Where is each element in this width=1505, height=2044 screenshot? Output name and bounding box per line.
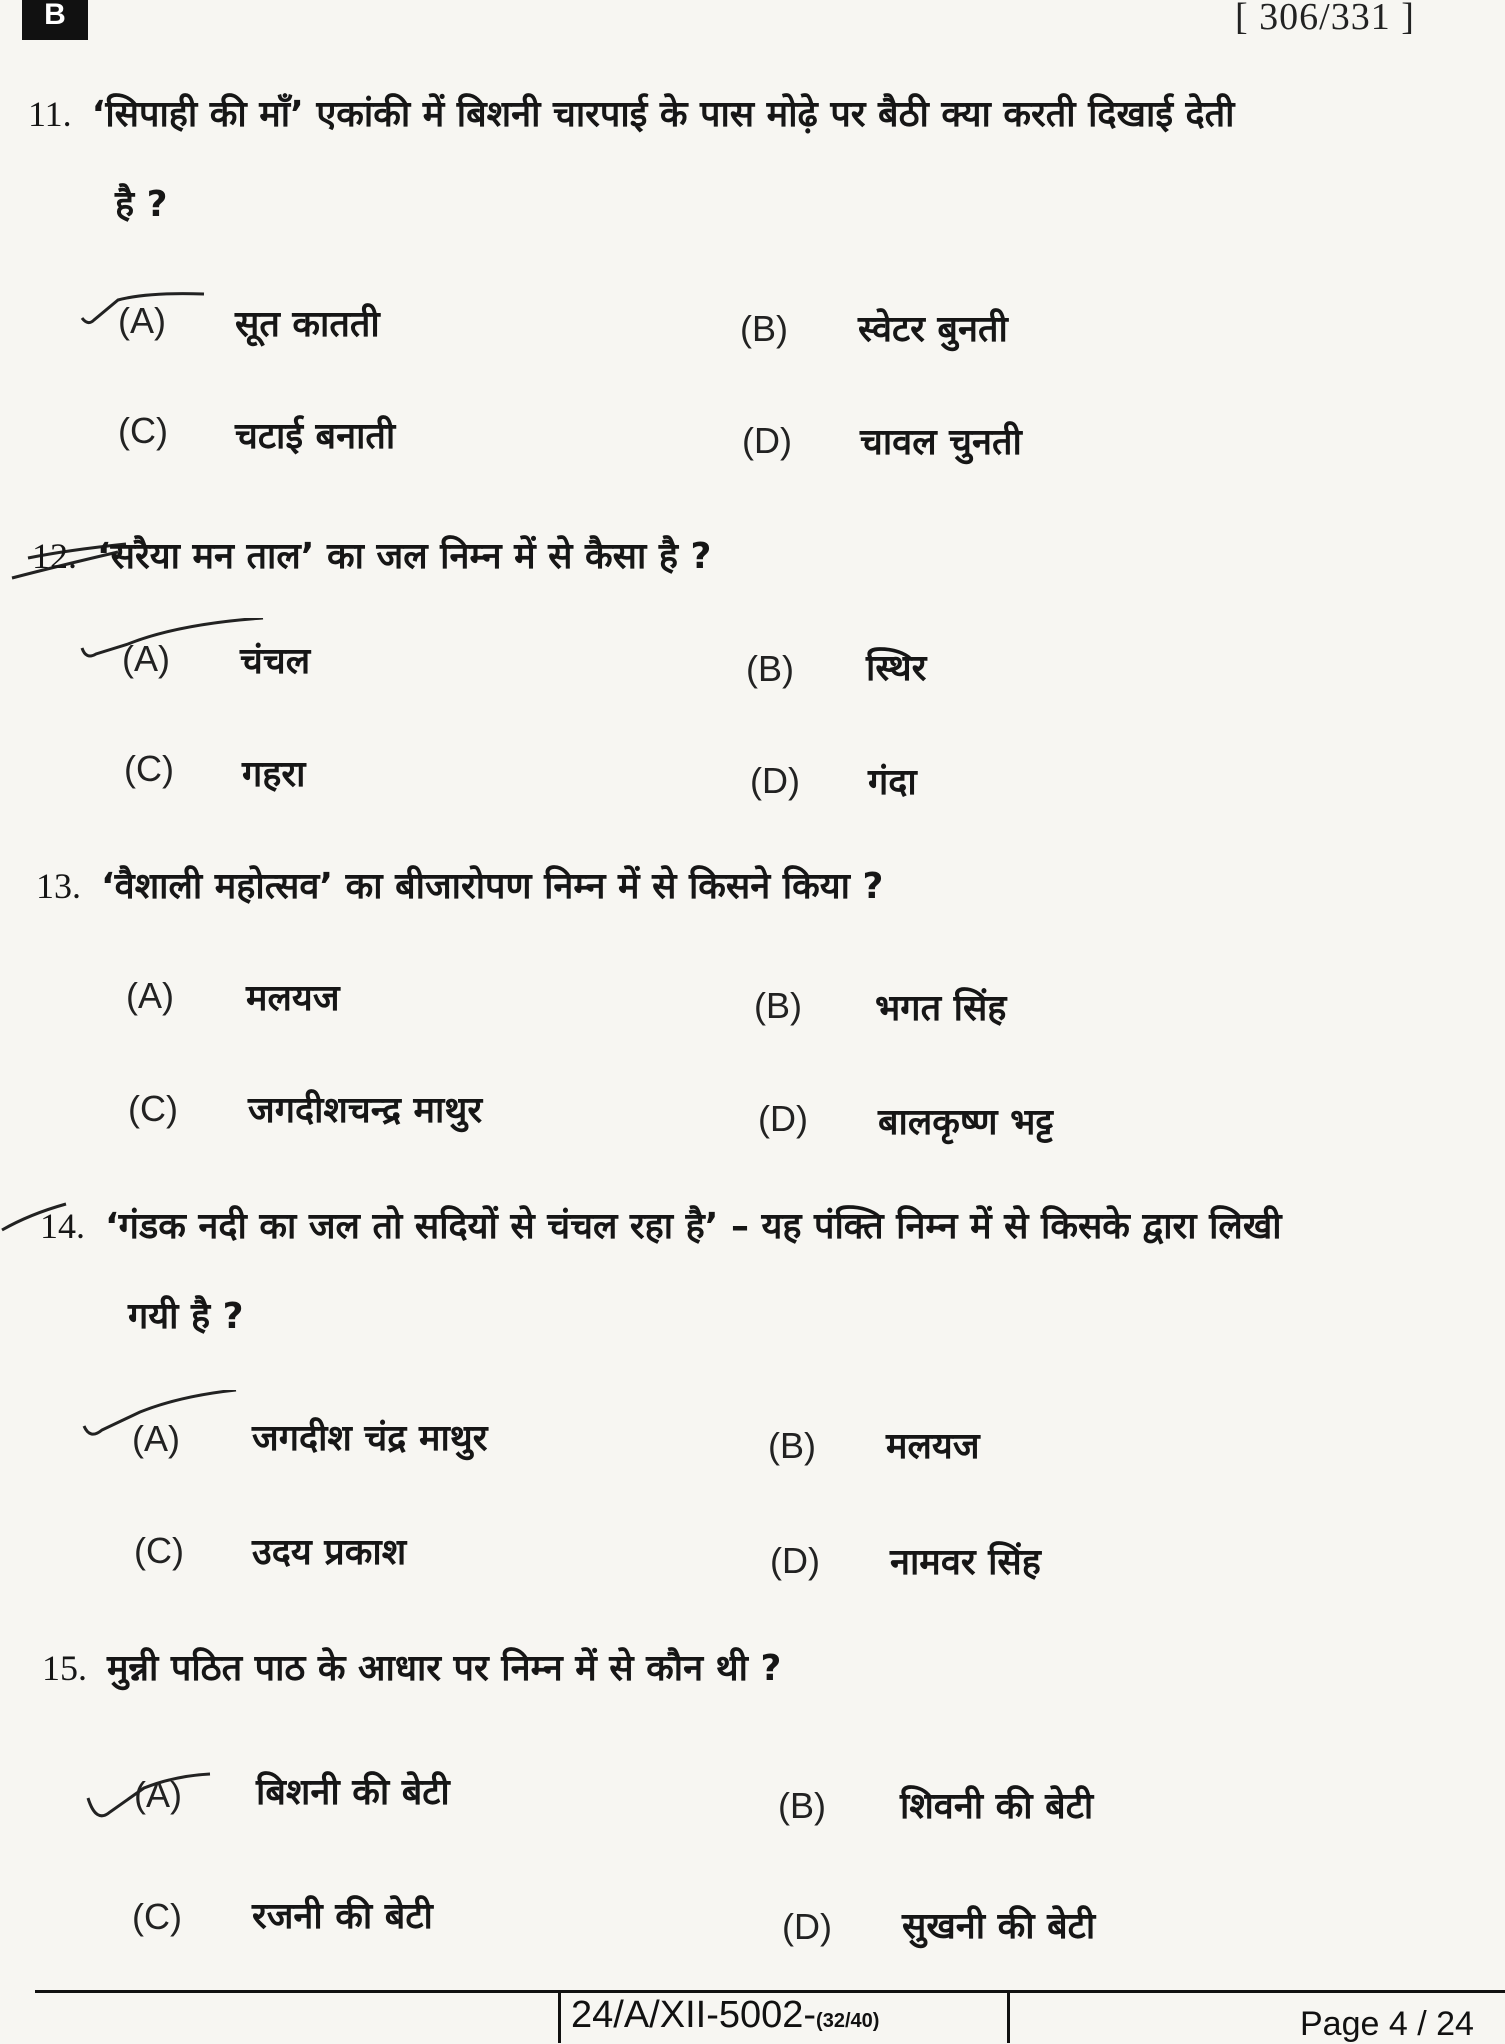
option-a-text: सूत कातती <box>235 304 380 345</box>
option-d-letter: (D) <box>758 1098 808 1139</box>
paper-code <box>558 1993 1010 2043</box>
question-number: 11. <box>28 94 72 134</box>
option-d-letter: (D) <box>770 1540 820 1581</box>
question-13 <box>36 860 883 909</box>
option-c-letter: (C) <box>128 1088 178 1129</box>
option-c-text: रजनी की बेटी <box>252 1896 433 1937</box>
option-c-letter: (C) <box>134 1530 184 1571</box>
option-d-letter: (D) <box>750 760 800 801</box>
option-a-letter: (A) <box>118 300 166 341</box>
page-number: Page 4 / 24 <box>1300 2005 1474 2043</box>
option-c-text: चटाई बनाती <box>235 416 396 457</box>
option-a-letter: (A) <box>134 1774 182 1815</box>
option-c-text: जगदीशचन्द्र माथुर <box>248 1090 483 1131</box>
option-c-text: उदय प्रकाश <box>252 1532 407 1573</box>
option-d-letter: (D) <box>742 420 792 461</box>
paper-code-suffix: (32/40) <box>816 2010 880 2032</box>
option-b-letter: (B) <box>778 1785 826 1826</box>
question-text-continued: है ? <box>115 184 168 225</box>
option-c-text: गहरा <box>242 754 306 795</box>
option-b-letter: (B) <box>768 1425 816 1466</box>
option-a-text: मलयज <box>246 978 340 1019</box>
question-text: ‘वैशाली महोत्सव’ का बीजारोपण निम्न में से किसने किया ? <box>101 866 884 907</box>
option-d-text: बालकृष्ण भट्ट <box>878 1102 1054 1143</box>
option-a-letter: (A) <box>132 1418 180 1459</box>
option-c-letter: (C) <box>124 748 174 789</box>
question-number: 13. <box>36 866 81 906</box>
option-d-letter: (D) <box>782 1906 832 1947</box>
option-d-text: चावल चुनती <box>860 422 1022 463</box>
option-d-text: सुखनी की बेटी <box>902 1906 1096 1947</box>
question-15 <box>42 1642 781 1691</box>
set-label: B <box>22 0 88 40</box>
option-b-letter: (B) <box>746 648 794 689</box>
option-d-text: नामवर सिंह <box>890 1542 1041 1583</box>
question-number: 15. <box>42 1648 87 1688</box>
option-b-letter: (B) <box>740 308 788 349</box>
option-b-text: भगत सिंह <box>875 988 1007 1029</box>
option-a-letter: (A) <box>126 975 174 1016</box>
paper-code-main: 24/A/XII-5002- <box>571 1994 817 2036</box>
option-b-text: स्वेटर बुनती <box>858 309 1008 350</box>
question-text: मुन्नी पठित पाठ के आधार पर निम्न में से कौन थी ? <box>107 1648 782 1689</box>
option-a-letter: (A) <box>122 638 170 679</box>
question-text: ‘सिपाही की माँ’ एकांकी में बिशनी चारपाई के पास मोढ़े पर बैठी क्या करती दिखाई देती <box>91 94 1235 135</box>
question-number: 14. <box>40 1206 85 1246</box>
option-b-text: शिवनी की बेटी <box>900 1786 1094 1827</box>
question-number: 12. <box>32 536 77 576</box>
question-text: ‘सरैया मन ताल’ का जल निम्न में से कैसा है ? <box>97 536 712 577</box>
option-c-letter: (C) <box>132 1896 182 1937</box>
option-a-text: जगदीश चंद्र माथुर <box>252 1418 488 1459</box>
option-b-text: स्थिर <box>866 648 927 689</box>
option-b-text: मलयज <box>886 1426 980 1467</box>
option-b-letter: (B) <box>754 985 802 1026</box>
question-text-continued: गयी है ? <box>128 1296 244 1337</box>
question-12 <box>32 530 711 579</box>
option-c-letter: (C) <box>118 410 168 451</box>
paper-code-top: [ 306/331 ] <box>1235 0 1415 38</box>
question-11 <box>28 88 1235 137</box>
option-a-text: चंचल <box>240 641 311 682</box>
option-a-text: बिशनी की बेटी <box>256 1772 450 1813</box>
option-d-text: गंदा <box>868 762 917 803</box>
question-14 <box>40 1200 1282 1249</box>
question-text: ‘गंडक नदी का जल तो सदियों से चंचल रहा है’ – यह पंक्ति निम्न में से किसके द्वारा लिखी <box>105 1206 1282 1247</box>
